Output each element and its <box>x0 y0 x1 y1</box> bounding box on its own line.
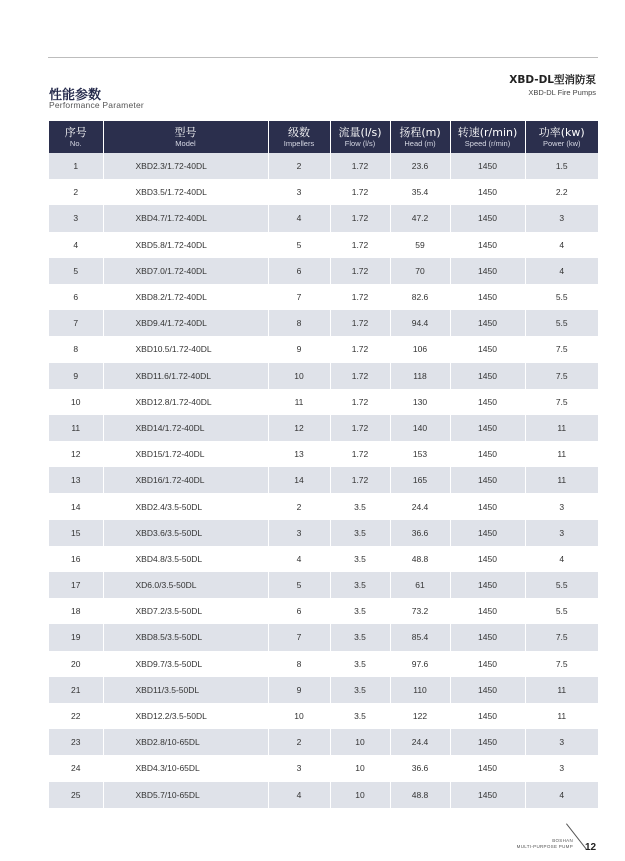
cell-speed: 1450 <box>450 755 525 781</box>
cell-speed: 1450 <box>450 205 525 231</box>
cell-head: 70 <box>390 258 450 284</box>
cell-model: XD6.0/3.5-50DL <box>103 572 268 598</box>
cell-power: 3 <box>525 493 598 519</box>
cell-power: 7.5 <box>525 363 598 389</box>
cell-power: 7.5 <box>525 389 598 415</box>
cell-no: 23 <box>49 729 103 755</box>
cell-model: XBD10.5/1.72-40DL <box>103 336 268 362</box>
table-row <box>49 179 598 205</box>
cell-power: 7.5 <box>525 624 598 650</box>
cell-flow: 1.72 <box>330 389 390 415</box>
cell-model: XBD11/3.5-50DL <box>103 677 268 703</box>
cell-no: 7 <box>49 310 103 336</box>
table-row <box>49 677 598 703</box>
cell-head: 48.8 <box>390 546 450 572</box>
table-row <box>49 415 598 441</box>
cell-model: XBD8.5/3.5-50DL <box>103 624 268 650</box>
cell-flow: 1.72 <box>330 441 390 467</box>
cell-head: 140 <box>390 415 450 441</box>
table-row <box>49 310 598 336</box>
table-row <box>49 572 598 598</box>
cell-power: 1.5 <box>525 153 598 179</box>
cell-model: XBD3.6/3.5-50DL <box>103 520 268 546</box>
table-row <box>49 624 598 650</box>
cell-power: 3 <box>525 205 598 231</box>
cell-head: 106 <box>390 336 450 362</box>
cell-impellers: 6 <box>268 598 330 624</box>
cell-model: XBD5.7/10-65DL <box>103 782 268 808</box>
footer-brand-name: BOSHAN <box>552 838 573 843</box>
cell-no: 15 <box>49 520 103 546</box>
column-header-flow: 流量(l/s) Flow (l/s) <box>330 121 390 153</box>
cell-no: 5 <box>49 258 103 284</box>
table-row <box>49 153 598 179</box>
cell-speed: 1450 <box>450 179 525 205</box>
table-row <box>49 441 598 467</box>
cell-power: 3 <box>525 755 598 781</box>
cell-no: 19 <box>49 624 103 650</box>
cell-speed: 1450 <box>450 153 525 179</box>
cell-speed: 1450 <box>450 284 525 310</box>
cell-flow: 10 <box>330 755 390 781</box>
cell-impellers: 7 <box>268 624 330 650</box>
cell-model: XBD9.4/1.72-40DL <box>103 310 268 336</box>
cell-speed: 1450 <box>450 572 525 598</box>
table-row <box>49 232 598 258</box>
cell-model: XBD15/1.72-40DL <box>103 441 268 467</box>
cell-no: 16 <box>49 546 103 572</box>
cell-speed: 1450 <box>450 729 525 755</box>
cell-model: XBD12.2/3.5-50DL <box>103 703 268 729</box>
cell-impellers: 3 <box>268 755 330 781</box>
cell-head: 36.6 <box>390 755 450 781</box>
cell-head: 59 <box>390 232 450 258</box>
table-row <box>49 782 598 808</box>
table-row <box>49 467 598 493</box>
cell-head: 82.6 <box>390 284 450 310</box>
cell-model: XBD2.4/3.5-50DL <box>103 493 268 519</box>
cell-power: 3 <box>525 520 598 546</box>
cell-speed: 1450 <box>450 546 525 572</box>
cell-power: 4 <box>525 232 598 258</box>
cell-flow: 3.5 <box>330 572 390 598</box>
cell-impellers: 5 <box>268 572 330 598</box>
cell-model: XBD4.7/1.72-40DL <box>103 205 268 231</box>
cell-power: 2.2 <box>525 179 598 205</box>
cell-no: 1 <box>49 153 103 179</box>
product-title: XBD-DL型消防泵 <box>509 74 596 86</box>
cell-speed: 1450 <box>450 389 525 415</box>
cell-no: 8 <box>49 336 103 362</box>
cell-head: 47.2 <box>390 205 450 231</box>
cell-speed: 1450 <box>450 677 525 703</box>
cell-impellers: 4 <box>268 546 330 572</box>
cell-no: 4 <box>49 232 103 258</box>
cell-flow: 3.5 <box>330 703 390 729</box>
cell-no: 10 <box>49 389 103 415</box>
cell-speed: 1450 <box>450 624 525 650</box>
cell-power: 11 <box>525 441 598 467</box>
cell-no: 11 <box>49 415 103 441</box>
performance-table <box>49 121 598 808</box>
cell-head: 24.4 <box>390 493 450 519</box>
cell-model: XBD16/1.72-40DL <box>103 467 268 493</box>
cell-flow: 1.72 <box>330 153 390 179</box>
cell-speed: 1450 <box>450 441 525 467</box>
cell-speed: 1450 <box>450 258 525 284</box>
cell-flow: 1.72 <box>330 310 390 336</box>
table-row <box>49 258 598 284</box>
table-row <box>49 389 598 415</box>
cell-head: 61 <box>390 572 450 598</box>
cell-head: 35.4 <box>390 179 450 205</box>
cell-power: 11 <box>525 703 598 729</box>
table-row <box>49 598 598 624</box>
product-subtitle: XBD-DL Fire Pumps <box>528 88 596 97</box>
cell-impellers: 10 <box>268 703 330 729</box>
cell-power: 5.5 <box>525 284 598 310</box>
cell-speed: 1450 <box>450 520 525 546</box>
cell-speed: 1450 <box>450 703 525 729</box>
footer-brand-tagline: MULTI-PURPOSE PUMP <box>516 844 573 849</box>
cell-no: 14 <box>49 493 103 519</box>
cell-model: XBD4.3/10-65DL <box>103 755 268 781</box>
cell-model: XBD5.8/1.72-40DL <box>103 232 268 258</box>
table-row <box>49 546 598 572</box>
cell-head: 94.4 <box>390 310 450 336</box>
cell-no: 6 <box>49 284 103 310</box>
table-row <box>49 651 598 677</box>
cell-head: 118 <box>390 363 450 389</box>
cell-no: 24 <box>49 755 103 781</box>
cell-impellers: 4 <box>268 782 330 808</box>
cell-speed: 1450 <box>450 493 525 519</box>
cell-impellers: 8 <box>268 310 330 336</box>
cell-power: 4 <box>525 258 598 284</box>
cell-impellers: 9 <box>268 677 330 703</box>
cell-flow: 1.72 <box>330 284 390 310</box>
table-row <box>49 520 598 546</box>
cell-head: 122 <box>390 703 450 729</box>
column-header-speed: 转速(r/min) Speed (r/min) <box>450 121 525 153</box>
cell-model: XBD4.8/3.5-50DL <box>103 546 268 572</box>
cell-flow: 3.5 <box>330 677 390 703</box>
cell-model: XBD12.8/1.72-40DL <box>103 389 268 415</box>
cell-model: XBD9.7/3.5-50DL <box>103 651 268 677</box>
cell-no: 22 <box>49 703 103 729</box>
cell-speed: 1450 <box>450 651 525 677</box>
table-row <box>49 755 598 781</box>
table-row <box>49 729 598 755</box>
column-header-power: 功率(kw) Power (kw) <box>525 121 598 153</box>
cell-head: 165 <box>390 467 450 493</box>
table-header-row <box>49 121 598 153</box>
cell-no: 25 <box>49 782 103 808</box>
cell-power: 4 <box>525 546 598 572</box>
cell-impellers: 2 <box>268 729 330 755</box>
cell-flow: 3.5 <box>330 651 390 677</box>
column-header-no: 序号 No. <box>49 121 103 153</box>
cell-flow: 10 <box>330 729 390 755</box>
cell-model: XBD8.2/1.72-40DL <box>103 284 268 310</box>
cell-head: 85.4 <box>390 624 450 650</box>
cell-impellers: 7 <box>268 284 330 310</box>
cell-power: 11 <box>525 467 598 493</box>
cell-no: 20 <box>49 651 103 677</box>
table-row <box>49 205 598 231</box>
table-row <box>49 336 598 362</box>
cell-no: 17 <box>49 572 103 598</box>
cell-power: 11 <box>525 677 598 703</box>
cell-no: 18 <box>49 598 103 624</box>
cell-head: 153 <box>390 441 450 467</box>
cell-model: XBD11.6/1.72-40DL <box>103 363 268 389</box>
cell-flow: 3.5 <box>330 598 390 624</box>
cell-speed: 1450 <box>450 232 525 258</box>
cell-flow: 1.72 <box>330 363 390 389</box>
cell-impellers: 4 <box>268 205 330 231</box>
cell-flow: 1.72 <box>330 179 390 205</box>
cell-head: 23.6 <box>390 153 450 179</box>
cell-flow: 1.72 <box>330 258 390 284</box>
cell-model: XBD3.5/1.72-40DL <box>103 179 268 205</box>
cell-speed: 1450 <box>450 598 525 624</box>
cell-power: 11 <box>525 415 598 441</box>
cell-model: XBD2.8/10-65DL <box>103 729 268 755</box>
cell-model: XBD2.3/1.72-40DL <box>103 153 268 179</box>
cell-power: 5.5 <box>525 572 598 598</box>
cell-head: 24.4 <box>390 729 450 755</box>
cell-impellers: 8 <box>268 651 330 677</box>
cell-flow: 1.72 <box>330 336 390 362</box>
cell-impellers: 12 <box>268 415 330 441</box>
cell-speed: 1450 <box>450 363 525 389</box>
cell-no: 9 <box>49 363 103 389</box>
cell-flow: 3.5 <box>330 624 390 650</box>
cell-impellers: 13 <box>268 441 330 467</box>
cell-flow: 3.5 <box>330 546 390 572</box>
cell-model: XBD7.2/3.5-50DL <box>103 598 268 624</box>
column-header-model: 型号 Model <box>103 121 268 153</box>
column-header-impellers: 级数 Impellers <box>268 121 330 153</box>
cell-model: XBD7.0/1.72-40DL <box>103 258 268 284</box>
cell-impellers: 3 <box>268 179 330 205</box>
table-row <box>49 284 598 310</box>
cell-flow: 10 <box>330 782 390 808</box>
cell-power: 3 <box>525 729 598 755</box>
cell-impellers: 10 <box>268 363 330 389</box>
top-divider <box>48 57 598 58</box>
cell-no: 12 <box>49 441 103 467</box>
cell-power: 7.5 <box>525 651 598 677</box>
cell-flow: 1.72 <box>330 467 390 493</box>
cell-impellers: 2 <box>268 153 330 179</box>
cell-no: 13 <box>49 467 103 493</box>
cell-speed: 1450 <box>450 782 525 808</box>
cell-no: 21 <box>49 677 103 703</box>
footer-brand <box>517 838 573 850</box>
cell-impellers: 9 <box>268 336 330 362</box>
cell-flow: 3.5 <box>330 520 390 546</box>
cell-impellers: 14 <box>268 467 330 493</box>
cell-speed: 1450 <box>450 415 525 441</box>
cell-impellers: 3 <box>268 520 330 546</box>
cell-head: 130 <box>390 389 450 415</box>
cell-impellers: 5 <box>268 232 330 258</box>
section-title: 性能参数 <box>49 88 102 103</box>
cell-power: 7.5 <box>525 336 598 362</box>
cell-head: 73.2 <box>390 598 450 624</box>
cell-flow: 3.5 <box>330 493 390 519</box>
section-subtitle: Performance Parameter <box>49 100 144 110</box>
cell-no: 2 <box>49 179 103 205</box>
cell-power: 4 <box>525 782 598 808</box>
column-header-head: 扬程(m) Head (m) <box>390 121 450 153</box>
cell-head: 97.6 <box>390 651 450 677</box>
cell-head: 110 <box>390 677 450 703</box>
cell-speed: 1450 <box>450 467 525 493</box>
page-number: 12 <box>585 842 597 853</box>
cell-flow: 1.72 <box>330 415 390 441</box>
table-row <box>49 703 598 729</box>
cell-speed: 1450 <box>450 310 525 336</box>
cell-head: 36.6 <box>390 520 450 546</box>
cell-head: 48.8 <box>390 782 450 808</box>
cell-model: XBD14/1.72-40DL <box>103 415 268 441</box>
cell-impellers: 2 <box>268 493 330 519</box>
table-row <box>49 363 598 389</box>
cell-no: 3 <box>49 205 103 231</box>
cell-speed: 1450 <box>450 336 525 362</box>
cell-flow: 1.72 <box>330 232 390 258</box>
cell-power: 5.5 <box>525 310 598 336</box>
cell-flow: 1.72 <box>330 205 390 231</box>
table-row <box>49 493 598 519</box>
cell-power: 5.5 <box>525 598 598 624</box>
cell-impellers: 11 <box>268 389 330 415</box>
cell-impellers: 6 <box>268 258 330 284</box>
